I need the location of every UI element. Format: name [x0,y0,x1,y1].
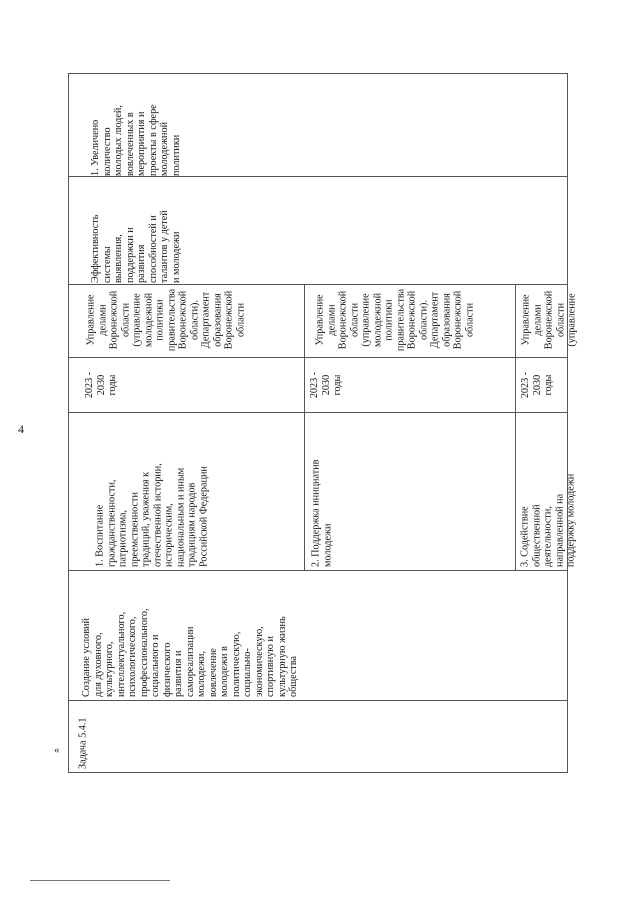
efficiency-cell: Эффективность системы выявления, поддержки и развития способностей и талантов у детей и молодежи [90,210,182,283]
opening-quote-mark: « [54,744,60,756]
sep-activity [68,412,568,413]
table-border-left [68,73,69,773]
activity-3-period: 2023 - 2030 годы [519,371,554,399]
sep-task-id [68,700,568,701]
activity-3-executor: Управление делами Воронежской области (управление [520,290,578,350]
sep-row-1-2 [304,284,305,570]
task-description-cell: Создание условий для духовного, культурного, интеллектуального, психологического, профессионального, социального и физического развития и самореализации молодежи, вовлечение молодежи в политическую, социально- экономическую, спортивную и культурную жизнь общества [80,608,299,697]
sep-period [68,357,568,358]
activity-2-name: 2. Поддержка инициатив молодежи [310,459,333,567]
sep-task-desc [68,570,568,571]
activity-2-executor: Управление делами Воронежской области (управление молодежной политики правительства Воронежской области). Департамент образования Воронежской области [314,288,475,352]
activity-1-period: 2023 - 2030 годы [83,371,118,399]
sep-row-2-3 [515,284,516,570]
activity-1-executor: Управление делами Воронежской области (управление молодежной политики правительства Воронежской области). Департамент образования Воронежской области [85,288,246,352]
activity-1-name: 1. Воспитание гражданственности, патриотизма, преемственности традиций, уважения к отечественной истории, историческим, национальным и иным традициям народов Российской Федерации [94,463,209,567]
activity-2-period: 2023 - 2030 годы [308,371,343,399]
task-id-cell: Задача 5.4.1 [77,717,89,769]
footnote-separator [30,880,170,881]
table-border-bottom [68,772,568,773]
result-cell: 1. Увеличено количество молодых людей, вовлеченных в мероприятия и проекты в сфере молодежной политики [90,104,182,176]
page-number: 4 [18,422,24,436]
activity-3-name: 3. Содействие общественной деятельности, направленной на поддержку молодежи [519,473,577,567]
